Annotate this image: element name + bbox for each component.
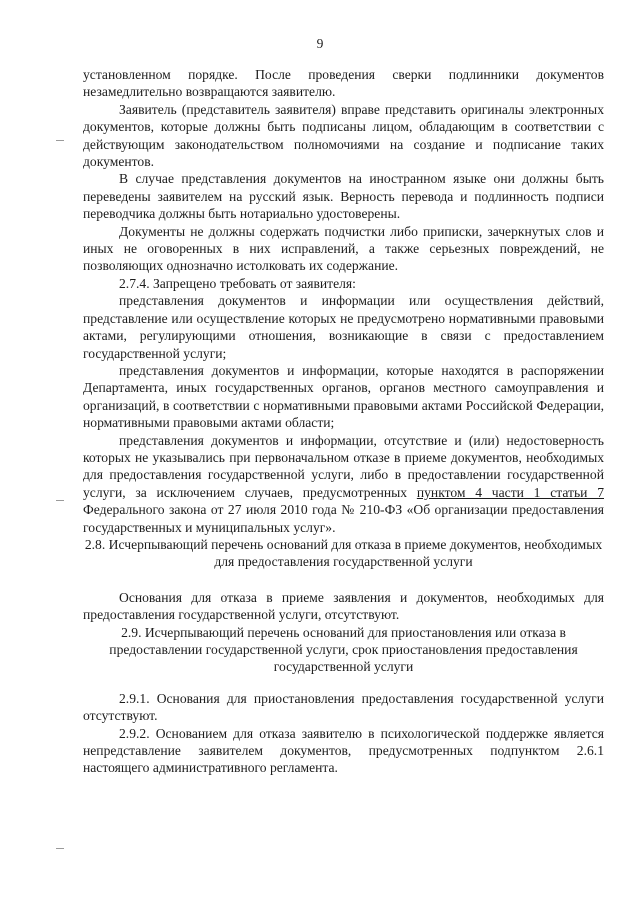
page-number: 9 [316,36,324,51]
paragraph: 2.9.1. Основания для приостановления предоставления государственной услуги отсутствуют. [83,690,604,724]
paragraph: 2.7.4. Запрещено требовать от заявителя: [119,275,356,291]
paragraph: Основания для отказа в приеме заявления и документов, необходимых для предоставления государственной услуги, отсутствуют. [83,589,604,623]
paragraph: представления документов и информации, которые находятся в распоряжении Департамента, иных государственных органов, органов местного самоуправления и организаций, в соответствии с нормативными правовыми актами Российской Федерации, нормативными правовыми актами области; [83,362,604,431]
margin-mark [56,140,64,141]
paragraph: Заявитель (представитель заявителя) вправе представить оригиналы электронных документов, которые должны быть подписаны лицом, обладающим в соответствии с действующим законодательством полномочиями на создание и подписание таких документов. [83,101,604,170]
law-reference-link[interactable]: пунктом 4 части 1 статьи 7 [416,484,604,500]
paragraph: 2.9.2. Основанием для отказа заявителю в психологической поддержке является непредставление заявителем документов, предусмотренных подпунктом 2.6.1 настоящего административного регламента. [83,725,604,776]
paragraph-text: представления документов и информации, отсутствие и (или) недостоверность которых не указывались при первоначальном отказе в приеме документов, необходимых для предоставления государственной услуги, либо в предоставлении государственной услуги, за исключением случаев, предусмотренных [83,432,604,500]
paragraph: Документы не должны содержать подчистки либо приписки, зачеркнутых слов и иных не оговоренных в них исправлений, а также серьезных повреждений, не позволяющих однозначно истолковать их содержание. [83,223,604,274]
margin-mark [56,848,64,849]
paragraph [83,432,604,536]
paragraph-text: Федерального закона от 27 июля 2010 года № 210-ФЗ «Об организации предоставления государственных и муниципальных услуг». [83,502,604,535]
paragraph: представления документов и информации или осуществления действий, представление или осуществление которых не предусмотрено нормативными правовыми актами, регулирующими отношения, возникающие в связи с предоставлением государственной услуги; [83,293,604,361]
margin-mark [56,500,64,501]
section-heading-2-9: 2.9. Исчерпывающий перечень оснований для приостановления или отказа в предоставлении государственной услуги, срок приостановления предоставления государственной услуги [109,624,578,675]
paragraph: В случае представления документов на иностранном языке они должны быть переведены заявителем на русский язык. Верность перевода и подлинность подписи переводчика должны быть нотариально удостоверены. [83,171,604,222]
document-body [83,66,604,777]
paragraph: установленном порядке. После проведения сверки подлинники документов незамедлительно возвращаются заявителю. [83,67,604,100]
section-heading-2-8: 2.8. Исчерпывающий перечень оснований для отказа в приеме документов, необходимых для предоставления государственной услуги [84,536,603,570]
